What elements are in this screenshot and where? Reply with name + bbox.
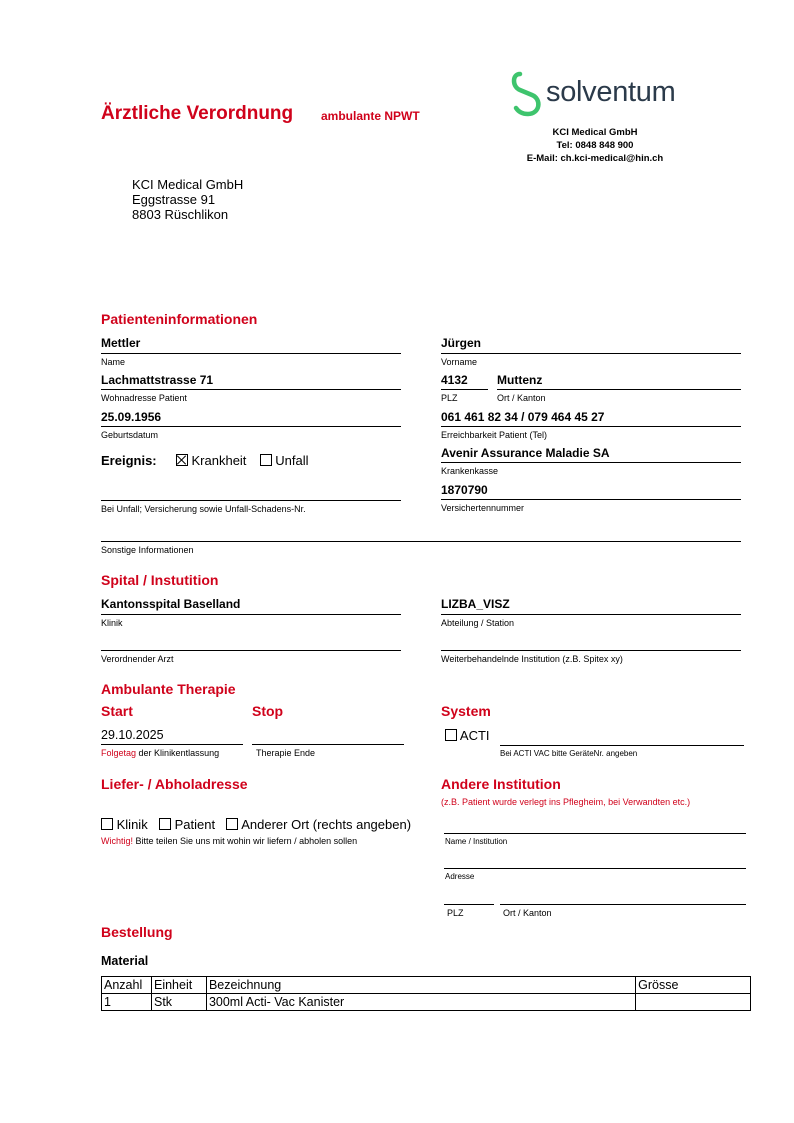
event-unfall-label: Unfall	[275, 453, 309, 468]
section-other-institution: Andere Institution	[441, 776, 561, 792]
delivery-patient-checkbox[interactable]	[159, 818, 171, 830]
cell-einheit[interactable]: Stk	[151, 994, 206, 1011]
delivery-options	[101, 817, 411, 832]
logo-mark-icon	[510, 70, 550, 118]
cell-groesse[interactable]	[636, 994, 751, 1011]
event-krankheit-checkbox[interactable]	[176, 454, 188, 466]
system-option	[445, 728, 490, 743]
patient-phone-label: Erreichbarkeit Patient (Tel)	[441, 430, 548, 440]
clinic-label: Klinik	[101, 618, 123, 628]
patient-phone-value[interactable]: 061 461 82 34 / 079 464 45 27	[441, 410, 605, 424]
patient-street-value[interactable]: Lachmattstrasse 71	[101, 373, 214, 387]
patient-name-value[interactable]: Mettler	[101, 336, 141, 350]
column-einheit: Einheit	[151, 977, 206, 994]
section-patient: Patienteninformationen	[101, 311, 258, 327]
other-institution-address-label: Adresse	[445, 872, 475, 881]
contact-email: E-Mail: ch.kci-medical@hin.ch	[526, 153, 664, 164]
event-krankheit-label: Krankheit	[191, 453, 247, 468]
system-acti-label: ACTI	[459, 728, 490, 743]
patient-birthdate-label: Geburtsdatum	[101, 430, 159, 440]
delivery-klinik-checkbox[interactable]	[101, 818, 113, 830]
table-row	[102, 994, 751, 1011]
delivery-warning-text: Bitte teilen Sie uns mit wohin wir liefern / abholen sollen	[135, 836, 358, 846]
other-institution-plz-label: PLZ	[447, 908, 464, 918]
therapy-stop-note: Therapie Ende	[256, 748, 316, 758]
therapy-system-title: System	[441, 703, 491, 719]
logo-text: solventum	[546, 76, 676, 108]
section-therapy: Ambulante Therapie	[101, 681, 236, 697]
address-line-1: KCI Medical GmbH	[132, 177, 244, 192]
column-anzahl: Anzahl	[102, 977, 152, 994]
delivery-other-checkbox[interactable]	[226, 818, 238, 830]
patient-birthdate-value[interactable]: 25.09.1956	[101, 410, 162, 424]
section-hospital: Spital / Instutition	[101, 572, 219, 588]
patient-ort-value[interactable]: Muttenz	[497, 373, 543, 387]
accident-insurance-label: Bei Unfall; Versicherung sowie Unfall-Schadens-Nr.	[101, 504, 306, 514]
material-table-header	[102, 977, 751, 994]
therapy-start-note-red: Folgetag	[101, 748, 137, 758]
cell-anzahl[interactable]: 1	[102, 994, 152, 1011]
patient-street-label: Wohnadresse Patient	[101, 393, 187, 403]
other-institution-name-label: Name / Institution	[445, 837, 508, 846]
system-note: Bei ACTI VAC bitte GeräteNr. angeben	[500, 749, 638, 758]
material-heading: Material	[101, 954, 149, 968]
delivery-klinik-label: Klinik	[116, 817, 148, 832]
event-selector	[101, 453, 309, 468]
delivery-patient-label: Patient	[174, 817, 216, 832]
department-value[interactable]: LIZBA_VISZ	[441, 597, 510, 611]
column-groesse: Grösse	[636, 977, 751, 994]
event-label: Ereignis:	[101, 453, 157, 468]
contact-phone: Tel: 0848 848 900	[556, 140, 634, 151]
therapy-start-note	[101, 748, 219, 758]
delivery-warning-red: Wichtig!	[101, 836, 134, 846]
document-title: Ärztliche Verordnung	[101, 103, 294, 124]
section-order: Bestellung	[101, 924, 173, 940]
patient-plz-label: PLZ	[441, 393, 458, 403]
department-label: Abteilung / Station	[441, 618, 515, 628]
other-institution-hint: (z.B. Patient wurde verlegt ins Pflegheim, bei Verwandten etc.)	[441, 797, 691, 807]
therapy-start-note-text: der Klinikentlassung	[138, 748, 220, 758]
material-table	[101, 976, 751, 1011]
delivery-other-label: Anderer Ort (rechts angeben)	[241, 817, 412, 832]
patient-insurer-value[interactable]: Avenir Assurance Maladie SA	[441, 446, 610, 460]
therapy-stop-title: Stop	[252, 703, 284, 719]
document-subtitle: ambulante NPWT	[321, 109, 420, 123]
followup-institution-label: Weiterbehandelnde Institution (z.B. Spitex xy)	[441, 654, 623, 664]
section-delivery: Liefer- / Abholadresse	[101, 776, 248, 792]
patient-vorname-label: Vorname	[441, 357, 478, 367]
clinic-value[interactable]: Kantonsspital Baselland	[101, 597, 241, 611]
delivery-warning	[101, 836, 357, 846]
recipient-address	[132, 177, 243, 222]
address-line-3: 8803 Rüschlikon	[132, 207, 229, 222]
contact-company: KCI Medical GmbH	[552, 127, 638, 138]
patient-vorname-value[interactable]: Jürgen	[441, 336, 482, 350]
cell-bezeichnung[interactable]: 300ml Acti- Vac Kanister	[206, 994, 635, 1011]
other-info-label: Sonstige Informationen	[101, 545, 194, 555]
insured-number-value[interactable]: 1870790	[441, 483, 488, 497]
patient-insurer-label: Krankenkasse	[441, 466, 499, 476]
column-bezeichnung: Bezeichnung	[206, 977, 635, 994]
event-unfall-checkbox[interactable]	[260, 454, 272, 466]
therapy-start-title: Start	[101, 703, 133, 719]
address-line-2: Eggstrasse 91	[132, 192, 216, 207]
other-institution-ort-label: Ort / Kanton	[503, 908, 552, 918]
insured-number-label: Versichertennummer	[441, 503, 525, 513]
doctor-label: Verordnender Arzt	[101, 654, 174, 664]
patient-plz-value[interactable]: 4132	[441, 373, 468, 387]
company-logo	[510, 70, 690, 120]
therapy-start-value[interactable]: 29.10.2025	[101, 728, 164, 742]
contact-block	[500, 126, 690, 165]
patient-ort-label: Ort / Kanton	[497, 393, 546, 403]
patient-name-label: Name	[101, 357, 126, 367]
system-acti-checkbox[interactable]	[445, 729, 457, 741]
